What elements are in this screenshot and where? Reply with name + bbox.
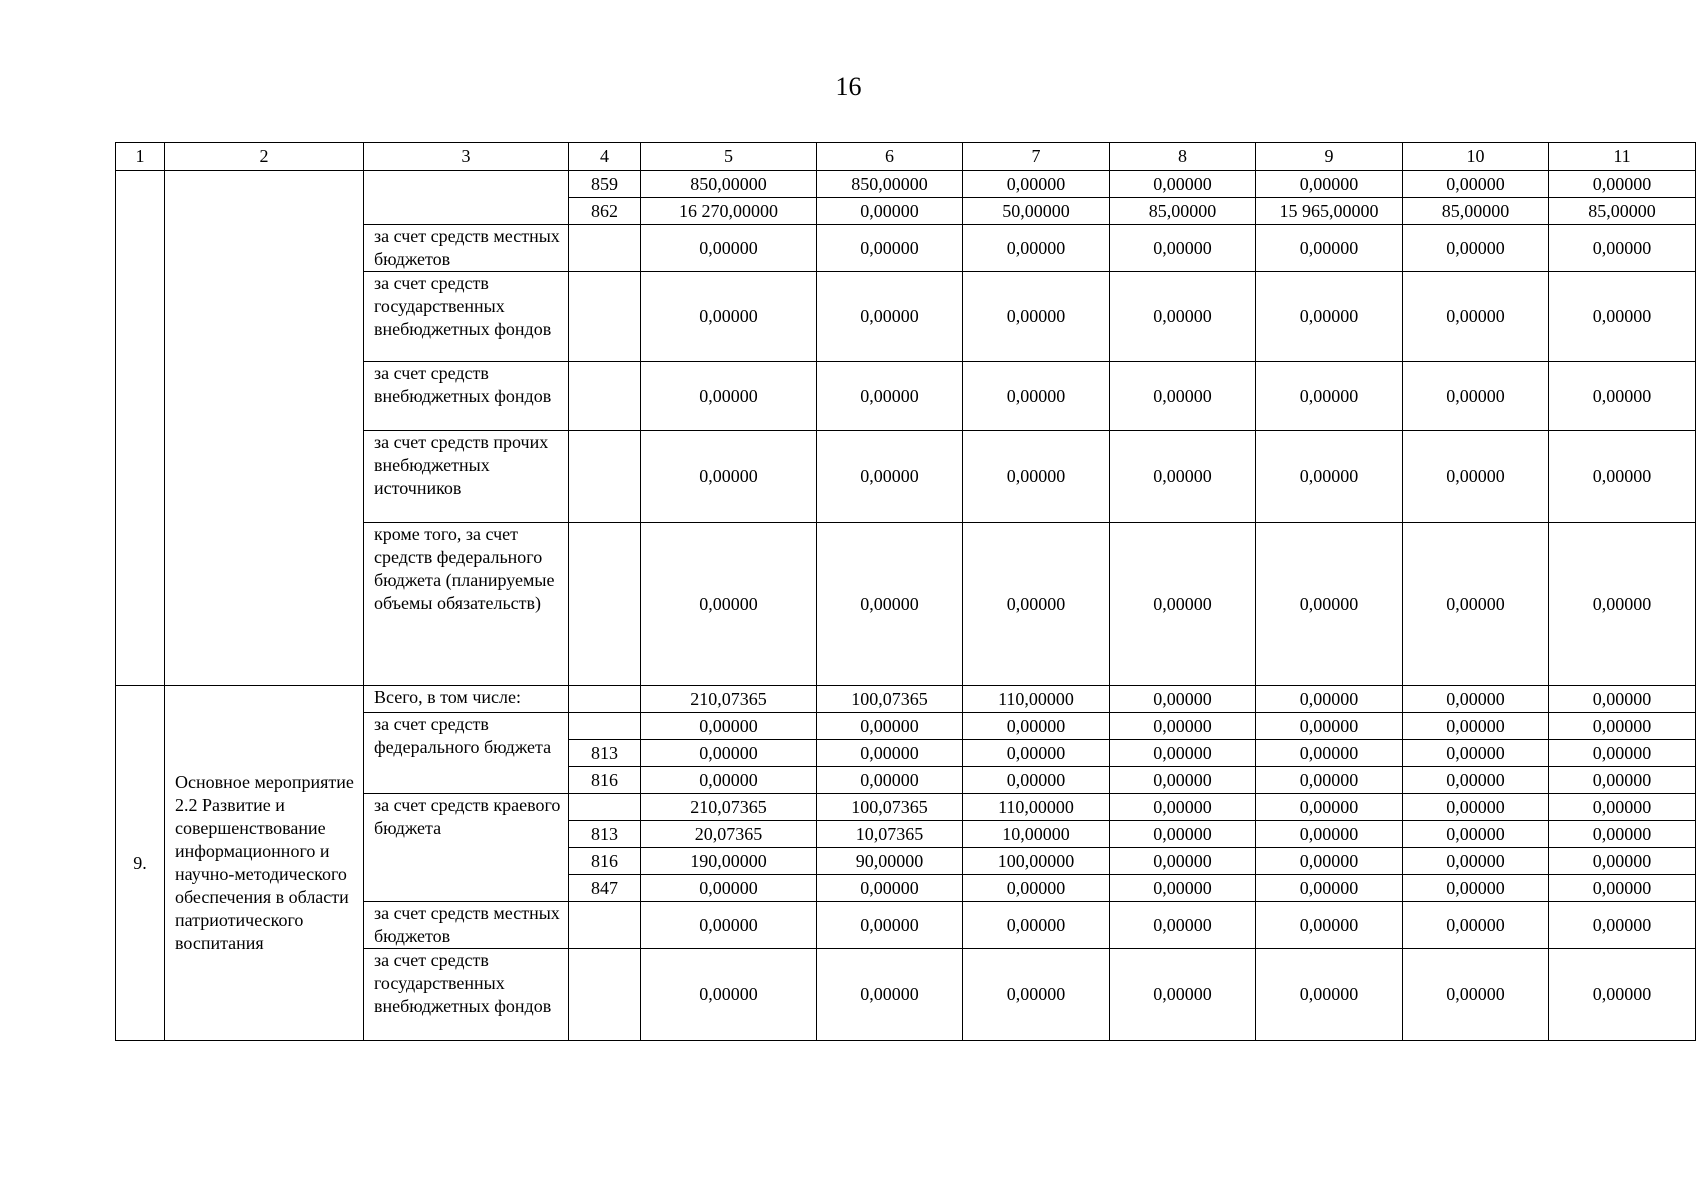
- value-cell: 0,00000: [963, 740, 1110, 767]
- value-cell: 0,00000: [1403, 686, 1549, 713]
- value-cell: 0,00000: [1549, 740, 1696, 767]
- value-cell: 0,00000: [641, 875, 817, 902]
- header-row: [116, 143, 1696, 171]
- activity-name-cell: Основное мероприятие 2.2 Развитие и совершенствование информационного и научно-методического обеспечения в области патриотического воспитания: [165, 686, 364, 1041]
- value-cell: 0,00000: [963, 949, 1110, 1041]
- source-label: за счет средств государственных внебюджетных фондов: [364, 949, 569, 1041]
- value-cell: 100,07365: [817, 794, 963, 821]
- value-cell: 0,00000: [1256, 686, 1403, 713]
- code-cell: [569, 949, 641, 1041]
- header-cell: 1: [116, 143, 165, 171]
- value-cell: 0,00000: [1403, 225, 1549, 272]
- value-cell: 110,00000: [963, 794, 1110, 821]
- value-cell: 0,00000: [641, 740, 817, 767]
- code-cell: [569, 902, 641, 949]
- value-cell: 10,07365: [817, 821, 963, 848]
- value-cell: 0,00000: [1110, 686, 1256, 713]
- code-cell: 816: [569, 767, 641, 794]
- value-cell: 0,00000: [641, 713, 817, 740]
- value-cell: 0,00000: [1403, 902, 1549, 949]
- value-cell: 0,00000: [1549, 875, 1696, 902]
- value-cell: 90,00000: [817, 848, 963, 875]
- value-cell: 0,00000: [1110, 821, 1256, 848]
- value-cell: 0,00000: [1256, 740, 1403, 767]
- code-cell: [569, 794, 641, 821]
- value-cell: 0,00000: [1256, 949, 1403, 1041]
- value-cell: 0,00000: [1549, 949, 1696, 1041]
- value-cell: 210,07365: [641, 794, 817, 821]
- value-cell: 0,00000: [1403, 713, 1549, 740]
- header-cell: 11: [1549, 143, 1696, 171]
- value-cell: 50,00000: [963, 198, 1110, 225]
- value-cell: 0,00000: [963, 431, 1110, 523]
- value-cell: 15 965,00000: [1256, 198, 1403, 225]
- source-label: за счет средств федерального бюджета: [364, 713, 569, 794]
- value-cell: 0,00000: [817, 198, 963, 225]
- source-label: за счет средств внебюджетных фондов: [364, 362, 569, 431]
- code-cell: [569, 225, 641, 272]
- value-cell: 0,00000: [963, 272, 1110, 362]
- value-cell: 0,00000: [1256, 171, 1403, 198]
- row-number-cell: 9.: [116, 686, 165, 1041]
- value-cell: 0,00000: [1256, 875, 1403, 902]
- header-cell: 8: [1110, 143, 1256, 171]
- value-cell: 0,00000: [1256, 902, 1403, 949]
- code-cell: 813: [569, 821, 641, 848]
- header-cell: 4: [569, 143, 641, 171]
- budget-table: [115, 142, 1696, 1041]
- value-cell: 0,00000: [1549, 523, 1696, 686]
- source-cell: [364, 171, 569, 225]
- code-cell: 816: [569, 848, 641, 875]
- source-label: за счет средств государственных внебюджетных фондов: [364, 272, 569, 362]
- value-cell: 0,00000: [817, 875, 963, 902]
- code-cell: [569, 713, 641, 740]
- value-cell: 100,00000: [963, 848, 1110, 875]
- value-cell: 0,00000: [1403, 767, 1549, 794]
- value-cell: 110,00000: [963, 686, 1110, 713]
- value-cell: 0,00000: [1110, 875, 1256, 902]
- value-cell: 0,00000: [1403, 523, 1549, 686]
- value-cell: 0,00000: [1110, 713, 1256, 740]
- value-cell: 0,00000: [1256, 821, 1403, 848]
- value-cell: 0,00000: [1256, 848, 1403, 875]
- value-cell: 0,00000: [817, 767, 963, 794]
- value-cell: 0,00000: [1403, 362, 1549, 431]
- value-cell: 0,00000: [963, 875, 1110, 902]
- value-cell: 0,00000: [641, 767, 817, 794]
- header-cell: 3: [364, 143, 569, 171]
- value-cell: 0,00000: [963, 902, 1110, 949]
- value-cell: 0,00000: [1403, 794, 1549, 821]
- row-number-cell: [116, 171, 165, 686]
- value-cell: 0,00000: [817, 523, 963, 686]
- value-cell: 0,00000: [641, 362, 817, 431]
- value-cell: 0,00000: [641, 523, 817, 686]
- code-cell: 847: [569, 875, 641, 902]
- value-cell: 0,00000: [817, 431, 963, 523]
- value-cell: 0,00000: [1403, 821, 1549, 848]
- value-cell: 0,00000: [817, 949, 963, 1041]
- code-cell: 813: [569, 740, 641, 767]
- value-cell: 0,00000: [1110, 225, 1256, 272]
- value-cell: 0,00000: [1110, 272, 1256, 362]
- value-cell: 0,00000: [817, 272, 963, 362]
- value-cell: 0,00000: [817, 225, 963, 272]
- value-cell: 0,00000: [1403, 431, 1549, 523]
- value-cell: 0,00000: [1256, 272, 1403, 362]
- value-cell: 0,00000: [1256, 225, 1403, 272]
- value-cell: 0,00000: [1110, 523, 1256, 686]
- table-row: [116, 171, 1696, 198]
- value-cell: 0,00000: [1549, 713, 1696, 740]
- header-cell: 5: [641, 143, 817, 171]
- source-label: кроме того, за счет средств федерального бюджета (планируемые объемы обязательств): [364, 523, 569, 686]
- header-cell: 6: [817, 143, 963, 171]
- code-cell: 859: [569, 171, 641, 198]
- value-cell: 0,00000: [1110, 171, 1256, 198]
- source-label: за счет средств местных бюджетов: [364, 225, 569, 272]
- value-cell: 210,07365: [641, 686, 817, 713]
- value-cell: 0,00000: [1549, 902, 1696, 949]
- source-label: за счет средств прочих внебюджетных источников: [364, 431, 569, 523]
- value-cell: 0,00000: [1256, 713, 1403, 740]
- value-cell: 0,00000: [1403, 875, 1549, 902]
- source-label: за счет средств местных бюджетов: [364, 902, 569, 949]
- value-cell: 0,00000: [641, 902, 817, 949]
- value-cell: 0,00000: [817, 902, 963, 949]
- total-label: Всего, в том числе:: [364, 686, 569, 713]
- value-cell: 0,00000: [1549, 171, 1696, 198]
- value-cell: 190,00000: [641, 848, 817, 875]
- value-cell: 0,00000: [1549, 686, 1696, 713]
- value-cell: 0,00000: [963, 362, 1110, 431]
- value-cell: 0,00000: [641, 949, 817, 1041]
- value-cell: 0,00000: [641, 272, 817, 362]
- code-cell: [569, 272, 641, 362]
- value-cell: 0,00000: [641, 225, 817, 272]
- code-cell: [569, 686, 641, 713]
- value-cell: 0,00000: [1256, 523, 1403, 686]
- value-cell: 850,00000: [641, 171, 817, 198]
- value-cell: 0,00000: [1549, 431, 1696, 523]
- value-cell: 0,00000: [1110, 767, 1256, 794]
- value-cell: 85,00000: [1110, 198, 1256, 225]
- value-cell: 0,00000: [1403, 272, 1549, 362]
- value-cell: 0,00000: [1549, 821, 1696, 848]
- value-cell: 100,07365: [817, 686, 963, 713]
- activity-name-cell: [165, 171, 364, 686]
- value-cell: 0,00000: [1403, 740, 1549, 767]
- value-cell: 0,00000: [1403, 949, 1549, 1041]
- code-cell: [569, 431, 641, 523]
- value-cell: 0,00000: [1110, 949, 1256, 1041]
- value-cell: 0,00000: [817, 713, 963, 740]
- value-cell: 85,00000: [1403, 198, 1549, 225]
- code-cell: [569, 362, 641, 431]
- value-cell: 0,00000: [1256, 362, 1403, 431]
- value-cell: 16 270,00000: [641, 198, 817, 225]
- value-cell: 0,00000: [963, 225, 1110, 272]
- value-cell: 0,00000: [1549, 848, 1696, 875]
- value-cell: 85,00000: [1549, 198, 1696, 225]
- value-cell: 0,00000: [641, 431, 817, 523]
- value-cell: 0,00000: [1549, 272, 1696, 362]
- value-cell: 0,00000: [963, 171, 1110, 198]
- code-cell: [569, 523, 641, 686]
- value-cell: 0,00000: [1110, 902, 1256, 949]
- value-cell: 0,00000: [1403, 171, 1549, 198]
- value-cell: 0,00000: [1549, 767, 1696, 794]
- value-cell: 0,00000: [817, 362, 963, 431]
- header-cell: 9: [1256, 143, 1403, 171]
- value-cell: 0,00000: [1549, 225, 1696, 272]
- value-cell: 0,00000: [963, 767, 1110, 794]
- value-cell: 0,00000: [1549, 794, 1696, 821]
- value-cell: 0,00000: [1403, 848, 1549, 875]
- value-cell: 0,00000: [963, 713, 1110, 740]
- value-cell: 0,00000: [1110, 740, 1256, 767]
- value-cell: 0,00000: [1256, 767, 1403, 794]
- value-cell: 0,00000: [1256, 794, 1403, 821]
- value-cell: 0,00000: [817, 740, 963, 767]
- value-cell: 0,00000: [1256, 431, 1403, 523]
- table-row: [116, 686, 1696, 713]
- header-cell: 10: [1403, 143, 1549, 171]
- value-cell: 0,00000: [1110, 794, 1256, 821]
- page-number: 16: [835, 72, 862, 101]
- header-cell: 7: [963, 143, 1110, 171]
- value-cell: 0,00000: [1110, 431, 1256, 523]
- value-cell: 20,07365: [641, 821, 817, 848]
- header-cell: 2: [165, 143, 364, 171]
- value-cell: 0,00000: [1549, 362, 1696, 431]
- value-cell: 850,00000: [817, 171, 963, 198]
- source-label: за счет средств краевого бюджета: [364, 794, 569, 902]
- value-cell: 0,00000: [1110, 362, 1256, 431]
- value-cell: 10,00000: [963, 821, 1110, 848]
- value-cell: 0,00000: [1110, 848, 1256, 875]
- code-cell: 862: [569, 198, 641, 225]
- value-cell: 0,00000: [963, 523, 1110, 686]
